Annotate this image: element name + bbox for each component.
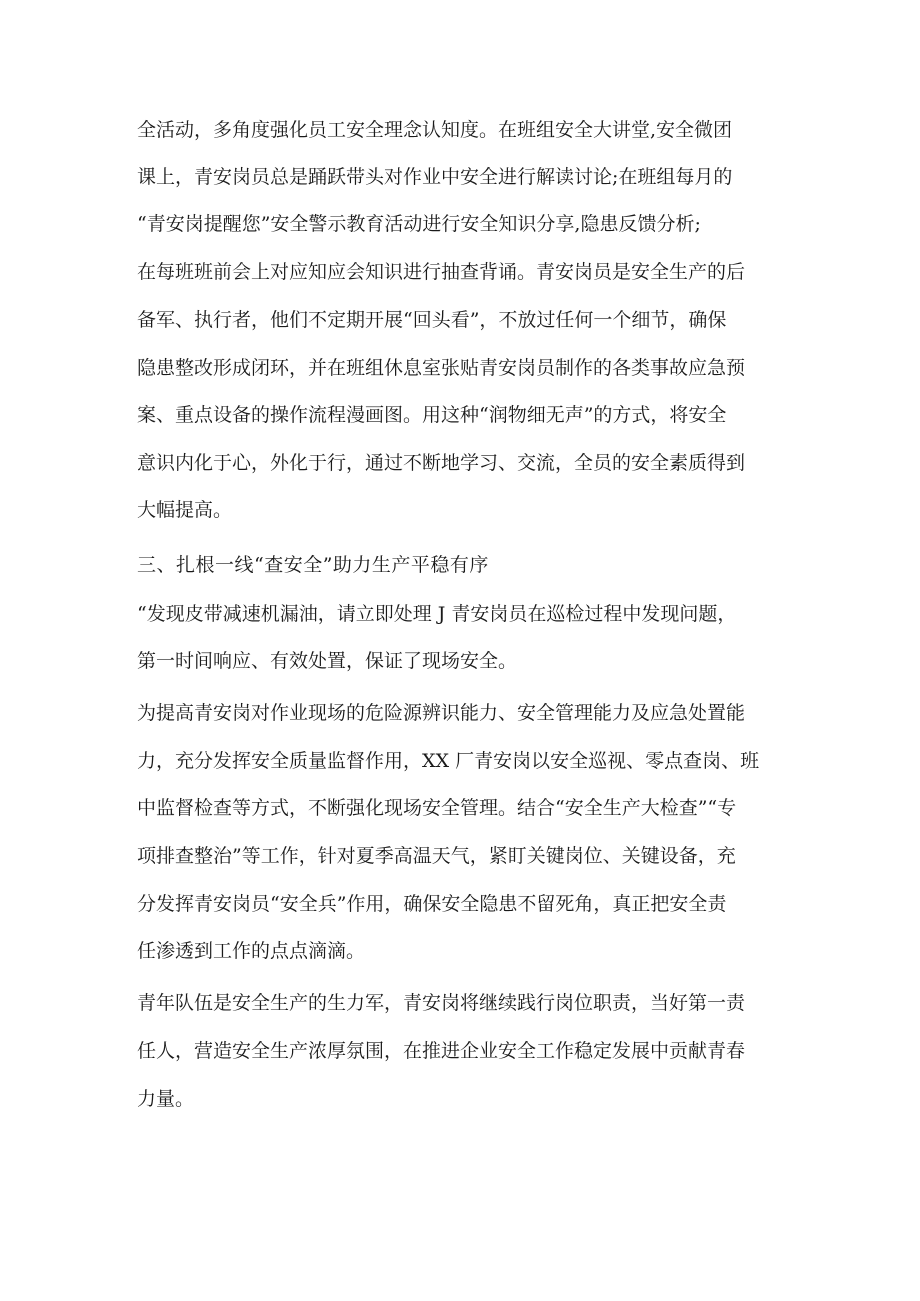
quote-line-2: 第一时间响应、有效处置，保证了现场安全。: [137, 650, 518, 672]
paragraph-line-3: “青安岗提醒您”安全警示教育活动进行安全知识分享,隐患反馈分析;: [137, 213, 701, 235]
paragraph-line-17: 任人，营造安全生产浓厚氛围，在推进企业安全工作稳定发展中贡献青春: [137, 1040, 746, 1062]
paragraph-line-1: 全活动，多角度强化员工安全理念认知度。在班组安全大讲堂,安全微团: [137, 119, 733, 141]
paragraph-line-2: 课上，青安岗员总是踊跃带头对作业中安全进行解读讨论;在班组每月的: [137, 166, 733, 188]
paragraph-line-7: 案、重点设备的操作流程漫画图。用这种“润物细无声”的方式，将安全: [137, 404, 727, 426]
paragraph-line-10: 为提高青安岗对作业现场的危险源辨识能力、安全管理能力及应急处置能: [137, 702, 746, 724]
paragraph-line-4: 在每班班前会上对应知应会知识进行抽查背诵。青安岗员是安全生产的后: [137, 261, 746, 283]
paragraph-line-11: 力，充分发挥安全质量监督作用，XX 厂青安岗以安全巡视、零点查岗、班: [137, 750, 760, 772]
paragraph-line-5: 备军、执行者，他们不定期开展“回头看”，不放过任何一个细节，确保: [137, 309, 727, 331]
paragraph-line-18: 力量。: [137, 1088, 195, 1110]
paragraph-line-15: 任渗透到工作的点点滴滴。: [137, 940, 366, 962]
quote-line-1: “发现皮带减速机漏油，请立即处理 J 青安岗员在巡检过程中发现问题，: [137, 603, 737, 625]
paragraph-line-16: 青年队伍是安全生产的生力军，青安岗将继续践行岗位职责，当好第一责: [137, 992, 746, 1014]
paragraph-line-13: 项排查整治”等工作，针对夏季高温天气，紧盯关键岗位、关键设备，充: [137, 845, 736, 867]
paragraph-line-12: 中监督检查等方式，不断强化现场安全管理。结合“安全生产大检查”“专: [137, 797, 737, 819]
paragraph-line-14: 分发挥青安岗员“安全兵”作用，确保安全隐患不留死角，真正把安全责: [137, 893, 727, 915]
paragraph-line-9: 大幅提高。: [137, 499, 233, 521]
paragraph-line-8: 意识内化于心，外化于行，通过不断地学习、交流，全员的安全素质得到: [137, 452, 746, 474]
section-heading: 三、扎根一线“查安全”助力生产平稳有序: [137, 554, 489, 576]
paragraph-line-6: 隐患整改形成闭环，并在班组休息室张贴青安岗员制作的各类事故应急预: [137, 357, 746, 379]
